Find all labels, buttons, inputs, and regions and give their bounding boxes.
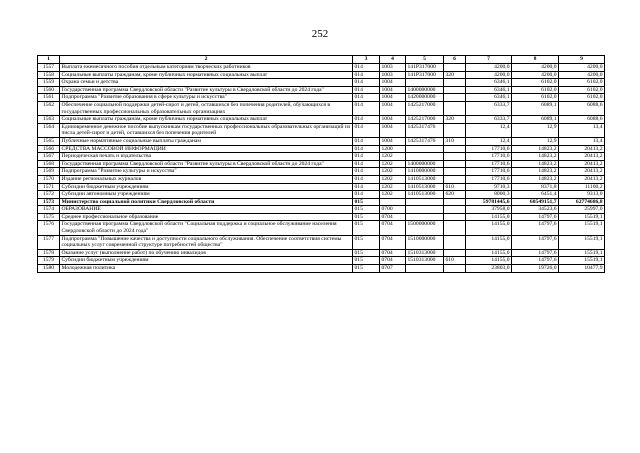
amount-cell: 6346,1 — [466, 94, 512, 102]
section-code-cell: 1202 — [380, 168, 406, 176]
row-number-cell: 1573 — [38, 198, 60, 206]
ministry-code-cell: 015 — [353, 249, 380, 257]
row-number-cell: 1577 — [38, 235, 60, 249]
amount-cell: 4200,0 — [512, 64, 559, 72]
amount-cell: 17710,6 — [466, 175, 512, 183]
section-code-cell: 1200 — [380, 145, 406, 153]
section-code-cell: 1202 — [380, 153, 406, 161]
amount-cell: 14797,6 — [512, 257, 559, 265]
item-name-cell: Социальные выплаты гражданам, кроме публичных нормативных социальных выплат — [60, 116, 353, 124]
target-article-cell: 1500000000 — [406, 221, 444, 235]
section-code-cell: 0704 — [380, 235, 406, 249]
target-article-cell: 1410000000 — [406, 168, 444, 176]
table-row — [38, 64, 605, 72]
amount-cell: 13,4 — [559, 123, 605, 137]
amount-cell: 20413,2 — [559, 175, 605, 183]
item-name-cell: СРЕДСТВА МАССОВОЙ ИНФОРМАЦИИ — [60, 145, 353, 153]
section-code-cell: 0707 — [380, 265, 406, 273]
amount-cell: 11100,2 — [559, 183, 605, 191]
section-code-cell: 0704 — [380, 221, 406, 235]
section-code-cell: 1004 — [380, 116, 406, 124]
ministry-code-cell: 015 — [353, 257, 380, 265]
amount-cell: 14797,6 — [512, 249, 559, 257]
table-body — [38, 64, 605, 273]
target-article-cell — [406, 265, 444, 273]
item-name-cell: Публичные нормативные социальные выплаты гражданам — [60, 137, 353, 145]
amount-cell: 6088,6 — [559, 116, 605, 124]
amount-cell: 6102,0 — [559, 79, 605, 87]
amount-cell: 6102,0 — [512, 94, 559, 102]
amount-cell: 8000,3 — [466, 191, 512, 199]
amount-cell: 6102,0 — [559, 86, 605, 94]
expense-type-cell: 610 — [444, 257, 466, 265]
amount-cell: 6102,0 — [512, 86, 559, 94]
amount-cell: 14155,0 — [466, 213, 512, 221]
target-article-cell: 1425217000 — [406, 101, 444, 115]
target-article-cell: 1425317476 — [406, 123, 444, 137]
item-name-cell: Субсидии бюджетным учреждениям — [60, 257, 353, 265]
amount-cell: 20413,2 — [559, 160, 605, 168]
item-name-cell: Подпрограмма "Повышение качества и доступности социального обслуживания. Обеспечение соответствия системы социальных услуг современной структуре потребностей общества" — [60, 235, 353, 249]
row-number-cell: 1560 — [38, 86, 60, 94]
ministry-code-cell: 014 — [353, 64, 380, 72]
row-number-cell: 1564 — [38, 123, 60, 137]
row-number-cell: 1563 — [38, 116, 60, 124]
row-number-cell: 1574 — [38, 206, 60, 214]
row-number-cell: 1578 — [38, 249, 60, 257]
item-name-cell: Единовременное денежное пособие выпускникам государственных профессиональных образовательных организаций из числа детей-сирот и детей, оставшихся без попечения родителей — [60, 123, 353, 137]
amount-cell: 20413,2 — [559, 145, 605, 153]
expense-type-cell — [444, 145, 466, 153]
target-article-cell: 1400000000 — [406, 160, 444, 168]
ministry-code-cell: 014 — [353, 94, 380, 102]
amount-cell: 8371,8 — [512, 183, 559, 191]
row-number-cell: 1562 — [38, 101, 60, 115]
expense-type-cell — [444, 94, 466, 102]
table-row — [38, 235, 605, 249]
amount-cell: 12,9 — [512, 137, 559, 145]
amount-cell: 6089,1 — [512, 101, 559, 115]
row-number-cell: 1569 — [38, 168, 60, 176]
table-row — [38, 116, 605, 124]
target-article-cell: 1420000000 — [406, 94, 444, 102]
amount-cell: 4200,0 — [466, 64, 512, 72]
amount-cell: 14155,0 — [466, 221, 512, 235]
expense-type-cell: 320 — [444, 116, 466, 124]
amount-cell: 12,4 — [466, 137, 512, 145]
expense-type-cell — [444, 175, 466, 183]
table-row — [38, 183, 605, 191]
amount-cell: 6346,1 — [466, 86, 512, 94]
amount-cell: 14155,0 — [466, 235, 512, 249]
ministry-code-cell: 014 — [353, 71, 380, 79]
amount-cell: 9313,0 — [559, 191, 605, 199]
table-row — [38, 153, 605, 161]
amount-cell: 14823,2 — [512, 153, 559, 161]
expense-type-cell — [444, 153, 466, 161]
item-name-cell: Охрана семьи и детства — [60, 79, 353, 87]
target-article-cell: 141P317000 — [406, 64, 444, 72]
row-number-cell: 1580 — [38, 265, 60, 273]
table-header-row — [38, 56, 605, 64]
amount-cell: 4200,0 — [512, 71, 559, 79]
budget-table — [37, 55, 605, 273]
amount-cell: 12,9 — [512, 123, 559, 137]
table-row — [38, 160, 605, 168]
expense-type-cell — [444, 221, 466, 235]
section-code-cell: 1202 — [380, 175, 406, 183]
section-code-cell: 1003 — [380, 71, 406, 79]
section-code-cell: 1004 — [380, 86, 406, 94]
table-row — [38, 79, 605, 87]
expense-type-cell — [444, 123, 466, 137]
row-number-cell: 1575 — [38, 213, 60, 221]
table-row — [38, 137, 605, 145]
ministry-code-cell: 015 — [353, 206, 380, 214]
ministry-code-cell: 015 — [353, 198, 380, 206]
expense-type-cell — [444, 79, 466, 87]
amount-cell: 23803,0 — [466, 265, 512, 273]
expense-type-cell — [444, 198, 466, 206]
item-name-cell: Оказание услуг (выполнение работ) по обучению инвалидов — [60, 249, 353, 257]
section-code-cell: 1202 — [380, 191, 406, 199]
row-number-cell: 1566 — [38, 145, 60, 153]
amount-cell: 14823,2 — [512, 145, 559, 153]
amount-cell: 10477,9 — [559, 265, 605, 273]
ministry-code-cell: 014 — [353, 175, 380, 183]
amount-cell: 15519,1 — [559, 221, 605, 235]
expense-type-cell — [444, 265, 466, 273]
column-header: 7 — [466, 56, 512, 64]
section-code-cell: 0704 — [380, 213, 406, 221]
column-header: 8 — [512, 56, 559, 64]
target-article-cell — [406, 153, 444, 161]
ministry-code-cell: 014 — [353, 168, 380, 176]
expense-type-cell: 320 — [444, 71, 466, 79]
amount-cell: 17710,6 — [466, 145, 512, 153]
item-name-cell: ОБРАЗОВАНИЕ — [60, 206, 353, 214]
section-code-cell: 1004 — [380, 101, 406, 115]
item-name-cell: Государственная программа Свердловской области "Развитие культуры в Свердловской области до 2024 года" — [60, 160, 353, 168]
amount-cell: 9710,3 — [466, 183, 512, 191]
ministry-code-cell: 015 — [353, 221, 380, 235]
item-name-cell: Субсидии бюджетным учреждениям — [60, 183, 353, 191]
target-article-cell: 1425317476 — [406, 137, 444, 145]
table-row — [38, 198, 605, 206]
target-article-cell: 1510313000 — [406, 249, 444, 257]
row-number-cell: 1579 — [38, 257, 60, 265]
column-header: 6 — [444, 56, 466, 64]
amount-cell: 6333,7 — [466, 101, 512, 115]
target-article-cell: 1400000000 — [406, 86, 444, 94]
target-article-cell: 141P317000 — [406, 71, 444, 79]
item-name-cell: Государственная программа Свердловской области "Развитие культуры в Свердловской области до 2024 года" — [60, 86, 353, 94]
expense-type-cell — [444, 249, 466, 257]
amount-cell: 15519,1 — [559, 213, 605, 221]
ministry-code-cell: 014 — [353, 101, 380, 115]
expense-type-cell — [444, 168, 466, 176]
row-number-cell: 1568 — [38, 160, 60, 168]
ministry-code-cell: 014 — [353, 86, 380, 94]
amount-cell: 14155,0 — [466, 249, 512, 257]
item-name-cell: Подпрограмма "Развитие образования в сфере культуры и искусства" — [60, 94, 353, 102]
table-row — [38, 168, 605, 176]
expense-type-cell — [444, 86, 466, 94]
expense-type-cell — [444, 213, 466, 221]
row-number-cell: 1558 — [38, 71, 60, 79]
column-header: 4 — [380, 56, 406, 64]
row-number-cell: 1570 — [38, 175, 60, 183]
amount-cell: 4200,0 — [559, 64, 605, 72]
section-code-cell: 1003 — [380, 64, 406, 72]
page-number: 252 — [311, 28, 329, 40]
table-row — [38, 265, 605, 273]
table-row — [38, 221, 605, 235]
amount-cell: 4200,0 — [559, 71, 605, 79]
amount-cell: 17710,6 — [466, 153, 512, 161]
section-code-cell: 1004 — [380, 79, 406, 87]
table-row — [38, 86, 605, 94]
target-article-cell — [406, 213, 444, 221]
expense-type-cell: 310 — [444, 137, 466, 145]
table-row — [38, 213, 605, 221]
amount-cell: 14823,2 — [512, 168, 559, 176]
amount-cell: 14823,2 — [512, 175, 559, 183]
table-row — [38, 206, 605, 214]
item-name-cell: Периодическая печать и издательства — [60, 153, 353, 161]
amount-cell: 60549151,7 — [512, 198, 559, 206]
target-article-cell: 1410513000 — [406, 175, 444, 183]
expense-type-cell — [444, 206, 466, 214]
amount-cell: 37958,0 — [466, 206, 512, 214]
item-name-cell: Подпрограмма "Развитие культуры и искусства" — [60, 168, 353, 176]
expense-type-cell — [444, 160, 466, 168]
column-header: 1 — [38, 56, 60, 64]
target-article-cell: 1510000000 — [406, 235, 444, 249]
section-code-cell: 1202 — [380, 160, 406, 168]
section-code-cell: 0700 — [380, 206, 406, 214]
amount-cell: 62774686,8 — [559, 198, 605, 206]
ministry-code-cell: 015 — [353, 235, 380, 249]
amount-cell: 15519,1 — [559, 235, 605, 249]
target-article-cell: 1510313000 — [406, 257, 444, 265]
amount-cell: 6451,4 — [512, 191, 559, 199]
section-code-cell: 1202 — [380, 183, 406, 191]
amount-cell: 14155,0 — [466, 257, 512, 265]
item-name-cell: Издание региональных журналов — [60, 175, 353, 183]
amount-cell: 15519,1 — [559, 257, 605, 265]
ministry-code-cell: 015 — [353, 265, 380, 273]
target-article-cell — [406, 79, 444, 87]
row-number-cell: 1567 — [38, 153, 60, 161]
item-name-cell: Министерство социальной политики Свердловской области — [60, 198, 353, 206]
column-header: 5 — [406, 56, 444, 64]
ministry-code-cell: 014 — [353, 137, 380, 145]
column-header: 2 — [60, 56, 353, 64]
section-code-cell: 1004 — [380, 94, 406, 102]
item-name-cell: Среднее профессиональное образование — [60, 213, 353, 221]
table-row — [38, 249, 605, 257]
ministry-code-cell: 014 — [353, 79, 380, 87]
section-code-cell: 0704 — [380, 249, 406, 257]
section-code-cell — [380, 198, 406, 206]
amount-cell: 14823,2 — [512, 160, 559, 168]
row-number-cell: 1576 — [38, 221, 60, 235]
amount-cell: 15519,1 — [559, 249, 605, 257]
item-name-cell: Субсидии автономным учреждениям — [60, 191, 353, 199]
table-row — [38, 191, 605, 199]
target-article-cell: 1410513000 — [406, 191, 444, 199]
target-article-cell: 1425217000 — [406, 116, 444, 124]
amount-cell: 14797,6 — [512, 221, 559, 235]
ministry-code-cell: 014 — [353, 123, 380, 137]
item-name-cell: Молодежная политика — [60, 265, 353, 273]
table-row — [38, 257, 605, 265]
ministry-code-cell: 014 — [353, 191, 380, 199]
ministry-code-cell: 014 — [353, 145, 380, 153]
table-row — [38, 101, 605, 115]
amount-cell: 17710,6 — [466, 160, 512, 168]
amount-cell: 6102,0 — [512, 79, 559, 87]
ministry-code-cell: 015 — [353, 213, 380, 221]
section-code-cell: 1004 — [380, 123, 406, 137]
expense-type-cell: 610 — [444, 183, 466, 191]
row-number-cell: 1559 — [38, 79, 60, 87]
target-article-cell — [406, 145, 444, 153]
amount-cell: 34523,6 — [512, 206, 559, 214]
table-row — [38, 123, 605, 137]
amount-cell: 59781445,6 — [466, 198, 512, 206]
ministry-code-cell: 014 — [353, 183, 380, 191]
table-row — [38, 175, 605, 183]
expense-type-cell — [444, 235, 466, 249]
amount-cell: 19726,0 — [512, 265, 559, 273]
amount-cell: 6089,1 — [512, 116, 559, 124]
item-name-cell: Выплата ежемесячного пособия отдельным категориям творческих работников — [60, 64, 353, 72]
table-row — [38, 145, 605, 153]
amount-cell: 14797,6 — [512, 235, 559, 249]
section-code-cell: 0704 — [380, 257, 406, 265]
row-number-cell: 1561 — [38, 94, 60, 102]
amount-cell: 20413,2 — [559, 168, 605, 176]
ministry-code-cell: 014 — [353, 153, 380, 161]
row-number-cell: 1571 — [38, 183, 60, 191]
ministry-code-cell: 014 — [353, 116, 380, 124]
amount-cell: 6102,0 — [559, 94, 605, 102]
row-number-cell: 1557 — [38, 64, 60, 72]
amount-cell: 14797,6 — [512, 213, 559, 221]
item-name-cell: Государственная программа Свердловской области "Социальная поддержка и социальное обслуживание населения Свердловской области до 2024 года" — [60, 221, 353, 235]
expense-type-cell — [444, 64, 466, 72]
amount-cell: 17710,6 — [466, 168, 512, 176]
item-name-cell: Социальные выплаты гражданам, кроме публичных нормативных социальных выплат — [60, 71, 353, 79]
amount-cell: 6346,1 — [466, 79, 512, 87]
table-row — [38, 71, 605, 79]
amount-cell: 13,4 — [559, 137, 605, 145]
target-article-cell — [406, 206, 444, 214]
column-header: 9 — [559, 56, 605, 64]
amount-cell: 25997,0 — [559, 206, 605, 214]
amount-cell: 20413,2 — [559, 153, 605, 161]
item-name-cell: Обеспечение социальной поддержки детей-сирот и детей, оставшихся без попечения родителей, обучающихся в государственных профессиональных образовательных организациях — [60, 101, 353, 115]
row-number-cell: 1572 — [38, 191, 60, 199]
column-header: 3 — [353, 56, 380, 64]
expense-type-cell: 620 — [444, 191, 466, 199]
section-code-cell: 1004 — [380, 137, 406, 145]
expense-type-cell — [444, 101, 466, 115]
target-article-cell: 1410513000 — [406, 183, 444, 191]
amount-cell: 6333,7 — [466, 116, 512, 124]
ministry-code-cell: 014 — [353, 160, 380, 168]
amount-cell: 12,4 — [466, 123, 512, 137]
target-article-cell — [406, 198, 444, 206]
table-row — [38, 94, 605, 102]
row-number-cell: 1565 — [38, 137, 60, 145]
amount-cell: 6088,6 — [559, 101, 605, 115]
amount-cell: 4200,0 — [466, 71, 512, 79]
